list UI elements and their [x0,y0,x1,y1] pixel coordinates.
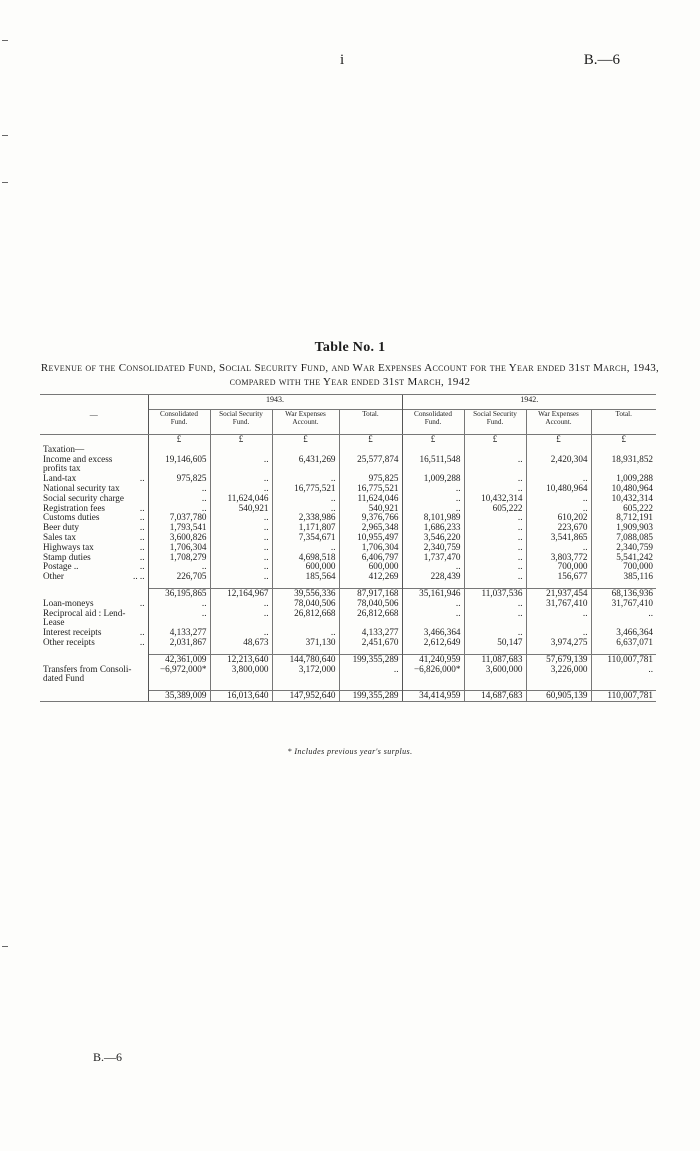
row-label [40,464,148,474]
row-label [40,474,148,484]
row-label-text: Social security charge [43,493,124,503]
table-row [40,494,656,504]
value-cell: 16,775,521 [272,484,339,494]
leader-dots: .. [139,542,145,552]
value-cell [210,445,272,455]
value-cell: 228,439 [402,572,464,582]
value-cell: 700,000 [526,562,591,572]
value-cell: 4,133,277 [339,628,402,638]
value-cell [402,674,464,684]
value-cell: .. [402,609,464,619]
value-cell [464,674,526,684]
row-label-text: Customs duties [43,513,100,523]
leader-dots: .. [139,552,145,562]
value-cell: 8,712,191 [591,513,656,523]
row-label [40,588,148,598]
leader-dots: .. [139,474,145,484]
value-cell: 7,354,671 [272,533,339,543]
row-label [40,654,148,664]
value-cell: 371,130 [272,638,339,648]
value-cell: .. [210,474,272,484]
row-label [40,513,148,523]
value-cell: 147,952,640 [272,691,339,702]
value-cell: .. [210,513,272,523]
value-cell: 3,546,220 [402,533,464,543]
value-cell: .. [210,533,272,543]
table-row [40,609,656,619]
value-cell: 11,624,046 [339,494,402,504]
value-cell: 1,708,279 [148,553,210,563]
value-cell: .. [464,513,526,523]
value-cell: .. [526,628,591,638]
value-cell: 975,825 [339,474,402,484]
row-label [40,533,148,543]
leader-dots: .. [139,523,145,533]
value-cell [526,464,591,474]
table-row [40,484,656,494]
leader-dots: .. [139,503,145,513]
value-cell [272,464,339,474]
value-cell: .. [148,599,210,609]
value-cell: 2,340,759 [402,543,464,553]
value-cell: .. [272,628,339,638]
table-row [40,665,656,675]
value-cell: 78,040,506 [339,599,402,609]
row-label [40,523,148,533]
currency-unit: £ [526,435,591,445]
currency-unit: £ [210,435,272,445]
value-cell: .. [526,474,591,484]
value-cell: 1,009,288 [591,474,656,484]
column-header: Social Security Fund. [464,410,526,435]
row-label-text: Postage .. [43,562,79,572]
value-cell: 11,624,046 [210,494,272,504]
value-cell: 4,133,277 [148,628,210,638]
row-label-text: Transfers from Consoli- [43,664,132,674]
table-row [40,572,656,582]
value-cell: 39,556,336 [272,588,339,598]
leader-dots: .. .. [133,572,145,582]
value-cell: .. [464,523,526,533]
value-cell: 1,171,807 [272,523,339,533]
revenue-table [40,394,656,702]
value-cell [591,674,656,684]
value-cell: .. [148,609,210,619]
value-cell: 1,009,288 [402,474,464,484]
value-cell: 12,164,967 [210,588,272,598]
value-cell: −6,972,000* [148,665,210,675]
column-header: War Expenses Account. [272,410,339,435]
table-footnote: * Includes previous year's surplus. [287,747,413,756]
value-cell: .. [272,543,339,553]
value-cell: .. [210,562,272,572]
row-label-text: Other receipts [43,637,95,647]
value-cell: .. [526,504,591,514]
margin-mark [2,40,8,41]
value-cell: 31,767,410 [591,599,656,609]
table-row [40,674,656,684]
row-label-text: Beer duty [43,523,79,533]
leader-dots: .. [139,513,145,523]
row-label [40,504,148,514]
row-label-text: Taxation— [43,444,85,454]
value-cell: 3,803,772 [526,553,591,563]
row-label-text: Stamp duties [43,552,91,562]
value-cell: 3,600,826 [148,533,210,543]
value-cell: 2,420,304 [526,455,591,465]
value-cell: .. [464,572,526,582]
table-row [40,464,656,474]
row-label-text: Registration fees [43,503,105,513]
value-cell: 4,698,518 [272,553,339,563]
value-cell: 3,466,364 [591,628,656,638]
value-cell: 199,355,289 [339,691,402,702]
row-label [40,572,148,582]
value-cell: .. [402,494,464,504]
value-cell [526,674,591,684]
value-cell: 36,195,865 [148,588,210,598]
value-cell: 540,921 [210,504,272,514]
row-label-text: Land-tax [43,474,77,484]
value-cell: 3,600,000 [464,665,526,675]
table-row [40,654,656,664]
value-cell: 26,812,668 [272,609,339,619]
value-cell: .. [464,553,526,563]
value-cell: 9,376,766 [339,513,402,523]
value-cell: .. [464,484,526,494]
leader-dots: .. [139,532,145,542]
value-cell: .. [272,504,339,514]
value-cell: 600,000 [272,562,339,572]
label-header: — [40,395,148,435]
margin-mark [2,135,8,136]
row-label-text: profits tax [43,464,81,474]
value-cell: 1,793,541 [148,523,210,533]
value-cell: .. [526,543,591,553]
value-cell: 110,007,781 [591,691,656,702]
table-row [40,455,656,465]
value-cell [210,464,272,474]
row-label [40,665,148,675]
row-label [40,628,148,638]
value-cell: 5,541,242 [591,553,656,563]
value-cell: 16,775,521 [339,484,402,494]
value-cell: 3,226,000 [526,665,591,675]
value-cell: 48,673 [210,638,272,648]
value-cell: .. [464,474,526,484]
value-cell [464,445,526,455]
value-cell: 10,955,497 [339,533,402,543]
column-header: Social Security Fund. [210,410,272,435]
value-cell: .. [464,628,526,638]
row-label-text: Sales tax [43,532,76,542]
row-label [40,638,148,648]
value-cell: 2,338,986 [272,513,339,523]
value-cell: .. [526,494,591,504]
row-label-text: Other [43,572,64,582]
table-caption: Revenue of the Consolidated Fund, Social Security Fund, and War Expenses Account for the Year ended 31st March, 1943, compared with the Year ended 31st March, 1942 [40,362,660,388]
value-cell: 87,917,168 [339,588,402,598]
row-label [40,455,148,465]
value-cell: 226,705 [148,572,210,582]
value-cell: .. [210,523,272,533]
footer-document-code: B.—6 [93,1050,123,1064]
value-cell: .. [464,609,526,619]
row-label [40,562,148,572]
value-cell: 16,511,548 [402,455,464,465]
value-cell [464,464,526,474]
value-cell: 144,780,640 [272,654,339,664]
value-cell: 50,147 [464,638,526,648]
value-cell: .. [339,665,402,675]
currency-unit: £ [148,435,210,445]
value-cell: 185,564 [272,572,339,582]
value-cell: 11,087,683 [464,654,526,664]
value-cell: 8,101,989 [402,513,464,523]
value-cell: 21,937,454 [526,588,591,598]
value-cell: .. [402,562,464,572]
value-cell: 25,577,874 [339,455,402,465]
value-cell: 2,031,867 [148,638,210,648]
row-label [40,484,148,494]
value-cell: .. [210,628,272,638]
value-cell: 6,637,071 [591,638,656,648]
table-row [40,618,656,628]
leader-dots: .. [139,598,145,608]
value-cell: 605,222 [464,504,526,514]
value-cell: 6,406,797 [339,553,402,563]
value-cell: .. [464,599,526,609]
value-cell: 10,432,314 [464,494,526,504]
value-cell: 2,612,649 [402,638,464,648]
value-cell: 975,825 [148,474,210,484]
currency-unit: £ [591,435,656,445]
margin-mark [2,946,8,947]
value-cell [272,618,339,628]
value-cell: 14,687,683 [464,691,526,702]
row-label-text: dated Fund [43,674,85,684]
value-cell: .. [272,494,339,504]
table-row [40,599,656,609]
row-label [40,691,148,702]
value-cell: 41,240,959 [402,654,464,664]
value-cell: 610,202 [526,513,591,523]
value-cell: 35,389,009 [148,691,210,702]
currency-unit: £ [339,435,402,445]
row-label-text: Lease [43,618,65,628]
value-cell: −6,826,000* [402,665,464,675]
value-cell: 26,812,668 [339,609,402,619]
value-cell: 600,000 [339,562,402,572]
value-cell: 3,974,275 [526,638,591,648]
value-cell: .. [148,562,210,572]
value-cell: 1,706,304 [148,543,210,553]
row-label [40,543,148,553]
value-cell: .. [464,562,526,572]
row-label [40,445,148,455]
value-cell: .. [402,599,464,609]
value-cell: .. [210,484,272,494]
year-header-1943: 1943. [148,395,402,410]
value-cell [210,674,272,684]
value-cell: 3,172,000 [272,665,339,675]
value-cell: .. [464,455,526,465]
value-cell: .. [148,494,210,504]
value-cell: 156,677 [526,572,591,582]
value-cell: .. [148,504,210,514]
row-label-text: Highways tax [43,542,94,552]
table-title: Table No. 1 [314,340,386,355]
value-cell: 2,340,759 [591,543,656,553]
value-cell: 3,466,364 [402,628,464,638]
value-cell: 1,909,903 [591,523,656,533]
currency-unit: £ [402,435,464,445]
value-cell: 605,222 [591,504,656,514]
column-header: Consolidated Fund. [402,410,464,435]
value-cell: 223,670 [526,523,591,533]
value-cell: .. [272,474,339,484]
margin-mark [2,182,8,183]
value-cell: 57,679,139 [526,654,591,664]
value-cell: 3,541,865 [526,533,591,543]
value-cell: 385,116 [591,572,656,582]
column-header: Total. [591,410,656,435]
value-cell: 68,136,936 [591,588,656,598]
value-cell: 10,432,314 [591,494,656,504]
row-label [40,599,148,609]
value-cell: 540,921 [339,504,402,514]
year-header-1942: 1942. [402,395,656,410]
value-cell: 31,767,410 [526,599,591,609]
column-header: War Expenses Account. [526,410,591,435]
value-cell: 11,037,536 [464,588,526,598]
leader-dots: .. [139,628,145,638]
value-cell [210,618,272,628]
row-label-text: Loan-moneys [43,598,94,608]
value-cell: 6,431,269 [272,455,339,465]
value-cell: 19,146,605 [148,455,210,465]
row-label-text: National security tax [43,483,120,493]
row-label [40,494,148,504]
value-cell: 12,213,640 [210,654,272,664]
value-cell: .. [464,533,526,543]
currency-unit: £ [272,435,339,445]
row-label [40,618,148,628]
value-cell: .. [210,553,272,563]
document-code: B.—6 [583,52,620,68]
value-cell: .. [464,543,526,553]
value-cell: .. [148,484,210,494]
value-cell: 42,361,009 [148,654,210,664]
table-row [40,533,656,543]
value-cell: .. [210,455,272,465]
value-cell: 60,905,139 [526,691,591,702]
value-cell: .. [210,609,272,619]
value-cell: 1,706,304 [339,543,402,553]
row-label [40,674,148,684]
value-cell: 412,269 [339,572,402,582]
row-label [40,609,148,619]
table-row [40,691,656,702]
value-cell: .. [591,665,656,675]
value-cell: .. [402,484,464,494]
row-label-text: Interest receipts [43,628,102,638]
value-cell [339,674,402,684]
value-cell: 700,000 [591,562,656,572]
value-cell [526,618,591,628]
column-header: Total. [339,410,402,435]
value-cell: 34,414,959 [402,691,464,702]
value-cell: 16,013,640 [210,691,272,702]
currency-unit: £ [464,435,526,445]
column-header: Consolidated Fund. [148,410,210,435]
value-cell: 1,737,470 [402,553,464,563]
value-cell: 78,040,506 [272,599,339,609]
value-cell: .. [210,572,272,582]
value-cell [464,618,526,628]
value-cell: .. [402,504,464,514]
value-cell: 7,088,085 [591,533,656,543]
value-cell: .. [210,599,272,609]
page-number: i [340,52,345,68]
value-cell [148,674,210,684]
value-cell: 35,161,946 [402,588,464,598]
leader-dots: .. [139,637,145,647]
value-cell: 10,480,964 [526,484,591,494]
unit-row-label [40,435,148,445]
table-row [40,638,656,648]
row-label-text: Reciprocal aid : Lend- [43,608,126,618]
value-cell: 7,037,780 [148,513,210,523]
value-cell: 2,451,670 [339,638,402,648]
value-cell: 199,355,289 [339,654,402,664]
value-cell: 10,480,964 [591,484,656,494]
value-cell: 18,931,852 [591,455,656,465]
leader-dots: .. [139,562,145,572]
value-cell: 1,686,233 [402,523,464,533]
value-cell: 3,800,000 [210,665,272,675]
value-cell: .. [526,609,591,619]
value-cell: 2,965,348 [339,523,402,533]
value-cell: .. [591,609,656,619]
value-cell: 110,007,781 [591,654,656,664]
row-label-text: Income and excess [43,454,113,464]
row-label [40,553,148,563]
value-cell: .. [210,543,272,553]
value-cell [272,674,339,684]
